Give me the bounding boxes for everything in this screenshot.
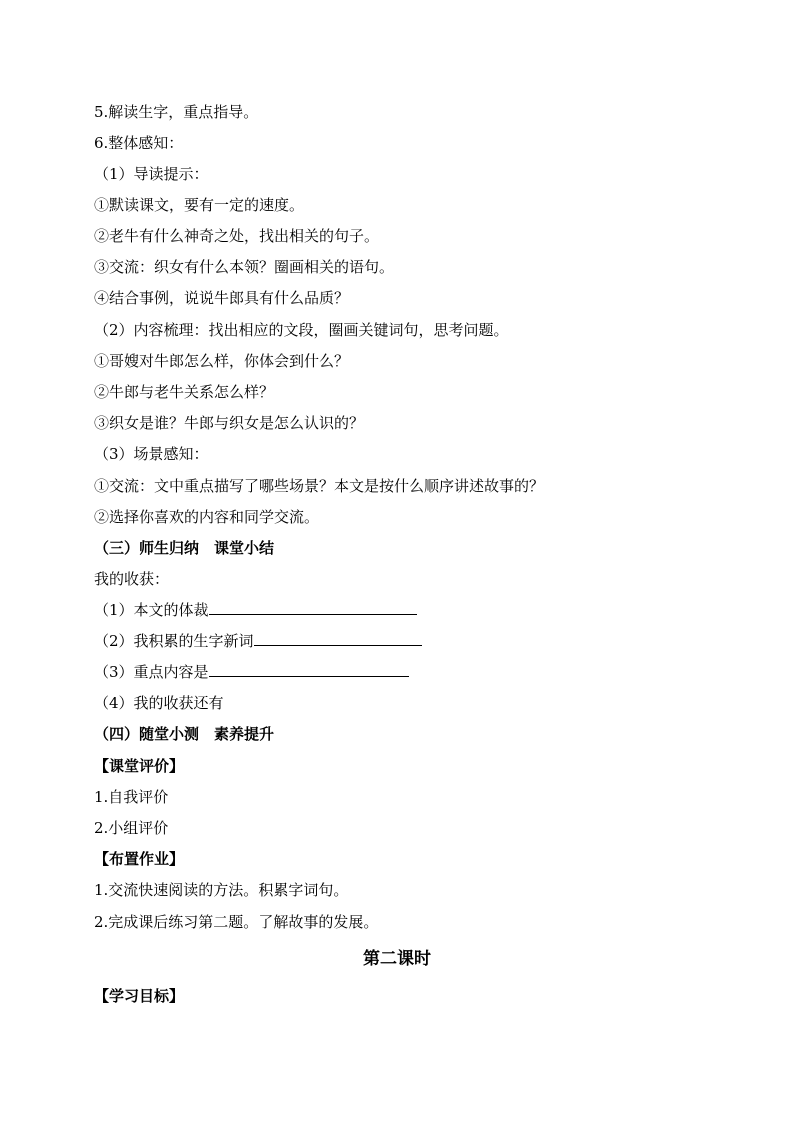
harvest-item-3 [94, 662, 409, 682]
harvest-item-4: （4）我的收获还有 [94, 694, 224, 712]
step-6: 6.整体感知： [94, 134, 184, 152]
answer-blank-1[interactable] [209, 600, 417, 615]
answer-blank-2[interactable] [254, 631, 422, 646]
harvest-item-1 [94, 600, 417, 620]
step-5: 5.解读生字，重点指导。 [94, 103, 259, 121]
content-question-3: ③织女是谁？牛郎与织女是怎么认识的？ [94, 414, 365, 432]
objectives-heading: 【学习目标】 [94, 987, 185, 1005]
answer-blank-3[interactable] [209, 662, 409, 677]
homework-item-1: 1.交流快速阅读的方法。积累字词句。 [94, 881, 349, 899]
section-3-heading: （三）师生归纳 课堂小结 [94, 539, 275, 557]
reading-tip-1: ①默读课文，要有一定的速度。 [94, 196, 305, 214]
evaluation-item-2: 2.小组评价 [94, 819, 169, 837]
reading-tips-heading: （1）导读提示： [94, 165, 209, 183]
harvest-item-2 [94, 631, 422, 651]
scene-perception-heading: （3）场景感知： [94, 445, 209, 463]
evaluation-heading: 【课堂评价】 [94, 757, 185, 775]
section-4-heading: （四）随堂小测 素养提升 [94, 725, 275, 743]
lesson-2-title: 第二课时 [363, 949, 431, 969]
harvest-intro: 我的收获： [94, 570, 170, 588]
homework-item-2: 2.完成课后练习第二题。了解故事的发展。 [94, 913, 379, 931]
scene-question-2: ②选择你喜欢的内容和同学交流。 [94, 508, 320, 526]
reading-tip-2: ②老牛有什么神奇之处，找出相关的句子。 [94, 227, 380, 245]
scene-question-1: ①交流：文中重点描写了哪些场景？本文是按什么顺序讲述故事的？ [94, 477, 545, 495]
harvest-item-1-label: （1）本文的体裁 [94, 601, 209, 619]
harvest-item-2-label: （2）我积累的生字新词 [94, 632, 254, 650]
reading-tip-3: ③交流：织女有什么本领？圈画相关的语句。 [94, 258, 395, 276]
homework-heading: 【布置作业】 [94, 850, 185, 868]
evaluation-item-1: 1.自我评价 [94, 788, 169, 806]
content-sorting-heading: （2）内容梳理：找出相应的文段，圈画关键词句，思考问题。 [94, 321, 509, 339]
content-question-1: ①哥嫂对牛郎怎么样，你体会到什么？ [94, 352, 350, 370]
content-question-2: ②牛郎与老牛关系怎么样？ [94, 383, 275, 401]
harvest-item-3-label: （3）重点内容是 [94, 663, 209, 681]
reading-tip-4: ④结合事例，说说牛郎具有什么品质？ [94, 289, 350, 307]
